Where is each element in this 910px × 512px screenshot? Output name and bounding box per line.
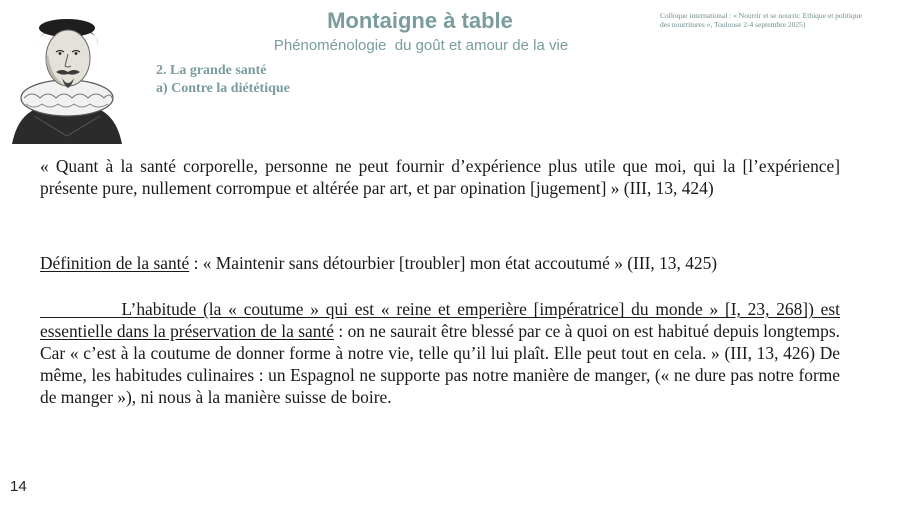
montaigne-portrait [4,6,130,144]
health-definition [40,252,840,274]
section-subheading: a) Contre la diététique [156,81,290,96]
conference-line-2: des nourritures », Toulouse 2-4 septembre 2025) [660,20,806,29]
conference-reference [660,11,900,29]
habit-text: : on ne saurait être blessé par ce à quoi on est habitué depuis longtemps. Car « c’est à la coutume de donner forme à notre vie, telle qu’il lui plaît. Elle peut tout en cela. » (III, 13, 426) De même, les habitudes culinaires : un Espagnol ne supporte pas notre manière de manger, (« ne dure pas notre forme de manger »), ni nous à la manière suisse de boire. [40,321,840,407]
definition-label: Définition de la santé [40,253,190,273]
conference-line-1: Colloque international : « Nourrir et se nourrir. Ethique et politique [660,11,862,20]
page-number: 14 [10,478,27,495]
slide-subtitle: Phénoménologie du goût et amour de la vie [273,37,569,54]
montaigne-quote: « Quant à la santé corporelle, personne ne peut fournir d’expérience plus utile que moi, qui la [l’expérience] présente pure, nullement corrompue et altérée par art, et par opination [jugement] » (III, 13, 424) [40,156,840,198]
habit-underlined-text: L’habitude (la « coutume » qui est « reine et emperière [impératrice] du monde » [I, 23, 268]) est essentielle dans la préservation de la santé [40,299,840,341]
definition-text: : « Maintenir sans détourbier [troubler] mon état accoutumé » (III, 13, 425) [189,253,718,273]
habit-paragraph [40,298,840,408]
slide-title: Montaigne à table [327,8,513,33]
habit-indent [40,299,122,319]
section-heading: 2. La grande santé [156,63,267,78]
